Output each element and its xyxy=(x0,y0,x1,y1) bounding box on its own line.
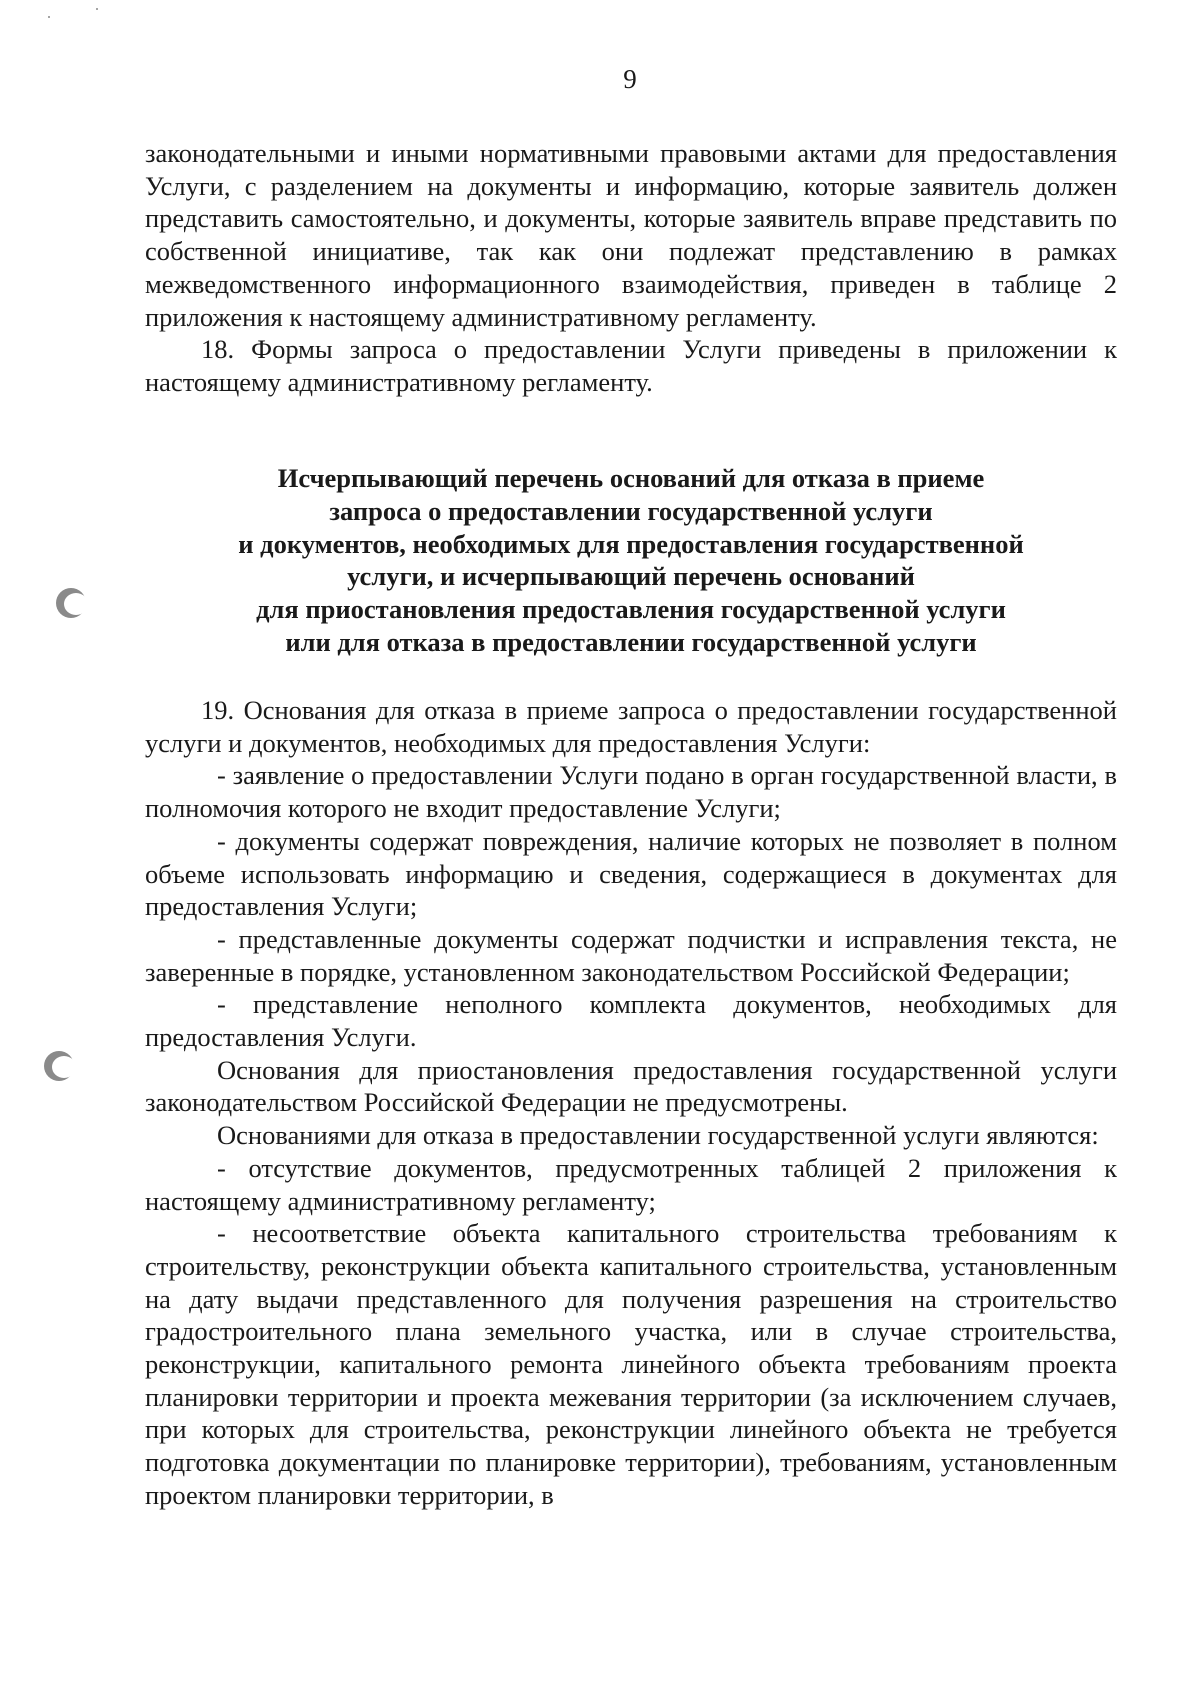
body-text-bottom xyxy=(145,694,1117,1512)
scan-speck xyxy=(96,8,98,10)
paragraph: Основаниями для отказа в предоставлении государственной услуги являются: xyxy=(217,1120,1099,1151)
page-number: 9 xyxy=(623,64,637,94)
list-item: - заявление о предоставлении Услуги подано в орган государственной власти, в полномочия которого не входит предоставление Услуги; xyxy=(145,760,1117,824)
paragraph: законодательными и иными нормативными правовыми актами для предоставления Услуги, с разделением на документы и информацию, которые заявитель должен представить самостоятельно, и документы, которые заявитель вправе представить по собственной инициативе, так как они подлежат представлению в рамках межведомственного информационного взаимодействия, приведен в таблице 2 приложения к настоящему административному регламенту. xyxy=(145,138,1117,332)
section-heading xyxy=(145,462,1117,659)
list-item: - документы содержат повреждения, наличие которых не позволяет в полном объеме использовать информацию и сведения, содержащиеся в документах для предоставления Услуги; xyxy=(145,825,1117,922)
list-item: - несоответствие объекта капитального строительства требованиям к строительству, реконструкции объекта капитального строительства, установленным на дату выдачи представленного для получения разрешения на строительство градостроительного плана земельного участка, или в случае строительства, реконструкции, капитального ремонта линейного объекта требованиям проекта планировки территории и проекта межевания территории (за исключением случаев, при которых для строительства, реконструкции линейного объекта не требуется подготовка документации по планировке территории), требованиям, установленным проектом планировки территории, в xyxy=(145,1218,1117,1510)
punch-hole xyxy=(44,1051,74,1081)
heading-line: Исчерпывающий перечень оснований для отказа в приеме xyxy=(277,463,985,493)
scan-speck xyxy=(48,16,50,18)
heading-line: и документов, необходимых для предоставления государственной xyxy=(238,528,1024,559)
list-item: - отсутствие документов, предусмотренных таблицей 2 приложения к настоящему административному регламенту; xyxy=(145,1152,1117,1216)
paragraph: 19. Основания для отказа в приеме запроса о предоставлении государственной услуги и документов, необходимых для предоставления Услуги: xyxy=(145,695,1117,758)
heading-line: запроса о предоставлении государственной услуги xyxy=(329,495,933,526)
heading-line: для приостановления предоставления государственной услуги xyxy=(256,594,1006,625)
punch-hole xyxy=(56,588,86,618)
body-text-top xyxy=(145,137,1117,399)
list-item: - представленные документы содержат подчистки и исправления текста, не заверенные в порядке, установленном законодательством Российской Федерации; xyxy=(145,923,1117,987)
paragraph: 18. Формы запроса о предоставлении Услуги приведены в приложении к настоящему административному регламенту. xyxy=(145,334,1117,397)
heading-line: услуги, и исчерпывающий перечень оснований xyxy=(347,561,915,592)
paragraph: Основания для приостановления предоставления государственной услуги законодательством Российской Федерации не предусмотрены. xyxy=(145,1054,1117,1118)
heading-line: или для отказа в предоставлении государственной услуги xyxy=(285,626,977,657)
list-item: - представление неполного комплекта документов, необходимых для предоставления Услуги. xyxy=(145,989,1117,1053)
